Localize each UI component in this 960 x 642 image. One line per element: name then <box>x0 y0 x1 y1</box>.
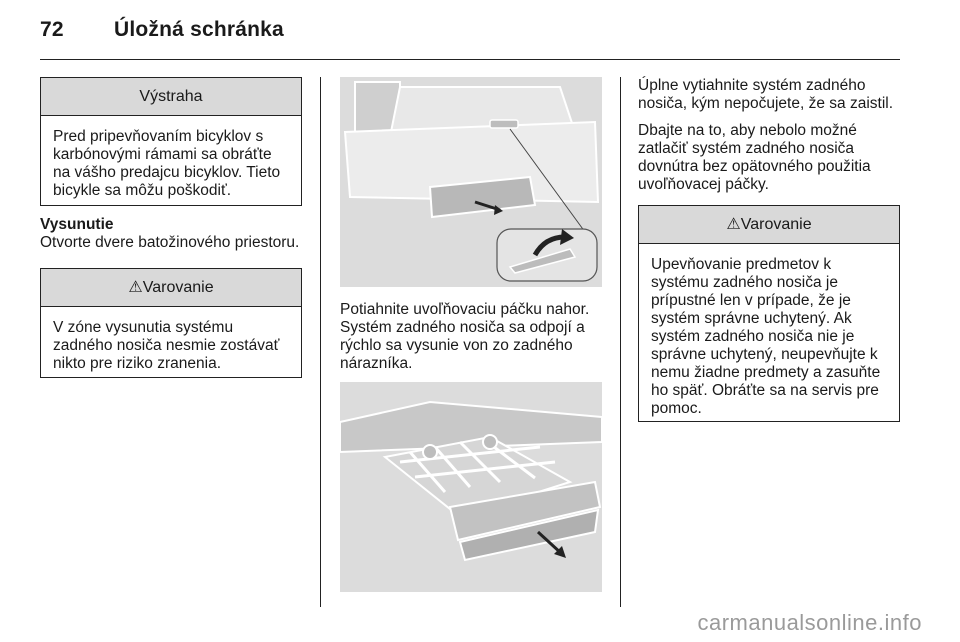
header-divider <box>40 59 900 60</box>
release-lever-drawing <box>340 77 602 287</box>
column-left <box>40 77 302 378</box>
warning-text-right: Upevňovanie predmetov k systému zadného nosiča je prípustné len v prípade, že je systém správne uchytený. Ak systém zadného nosiča nie je správne uchytený, neupevňujte k nemu žiadne predmety a zasuňte ho späť. Obráťte sa na servis pre pomoc. <box>651 256 881 417</box>
caution-box <box>40 77 302 206</box>
warning-heading-left <box>41 269 301 307</box>
warning-heading-right <box>639 206 899 244</box>
pull-out-paragraph: Úplne vytiahnite systém zadného nosiča, kým nepočujete, že sa zaistil. <box>638 77 894 112</box>
warning-text-left: V zóne vysunutia systému zadného nosiča nesmie zostávať nikto pre riziko zranenia. <box>53 319 280 372</box>
carrier-extended-drawing <box>340 382 602 592</box>
release-lever-caption: Potiahnite uvoľňovaciu páčku nahor. Systém zadného nosiča sa odpojí a rýchlo sa vysunie von zo zadného nárazníka. <box>340 301 590 372</box>
watermark: carmanualsonline.info <box>697 610 922 635</box>
warning-label: Varovanie <box>142 279 214 296</box>
release-lever-illustration <box>340 77 602 287</box>
page-title: Úložná schránka <box>114 18 284 41</box>
caution-heading: Výstraha <box>41 78 301 116</box>
page-header <box>40 18 284 42</box>
column-middle <box>340 77 602 592</box>
page-number: 72 <box>40 18 64 41</box>
caution-text: Pred pripevňovaním bicyklov s karbónovými rámami sa obráťte na vášho predajcu bicyklov. Tieto bicykle sa môžu poškodiť. <box>53 128 281 199</box>
open-tailgate-paragraph: Otvorte dvere batožinového priestoru. <box>40 234 300 251</box>
warning-label: Varovanie <box>740 216 812 233</box>
column-divider-1 <box>320 77 321 607</box>
warning-box-left <box>40 268 302 378</box>
push-in-paragraph: Dbajte na to, aby nebolo možné zatlačiť systém zadného nosiča dovnútra bez opätovného použitia uvoľňovacej páčky. <box>638 122 871 193</box>
warning-box-right <box>638 205 900 422</box>
warning-triangle-icon: ⚠ <box>128 279 143 296</box>
section-subheading: Vysunutie <box>40 216 114 233</box>
warning-triangle-icon: ⚠ <box>726 216 741 233</box>
column-right <box>638 77 900 422</box>
carrier-extended-illustration <box>340 382 602 592</box>
column-divider-2 <box>620 77 621 607</box>
